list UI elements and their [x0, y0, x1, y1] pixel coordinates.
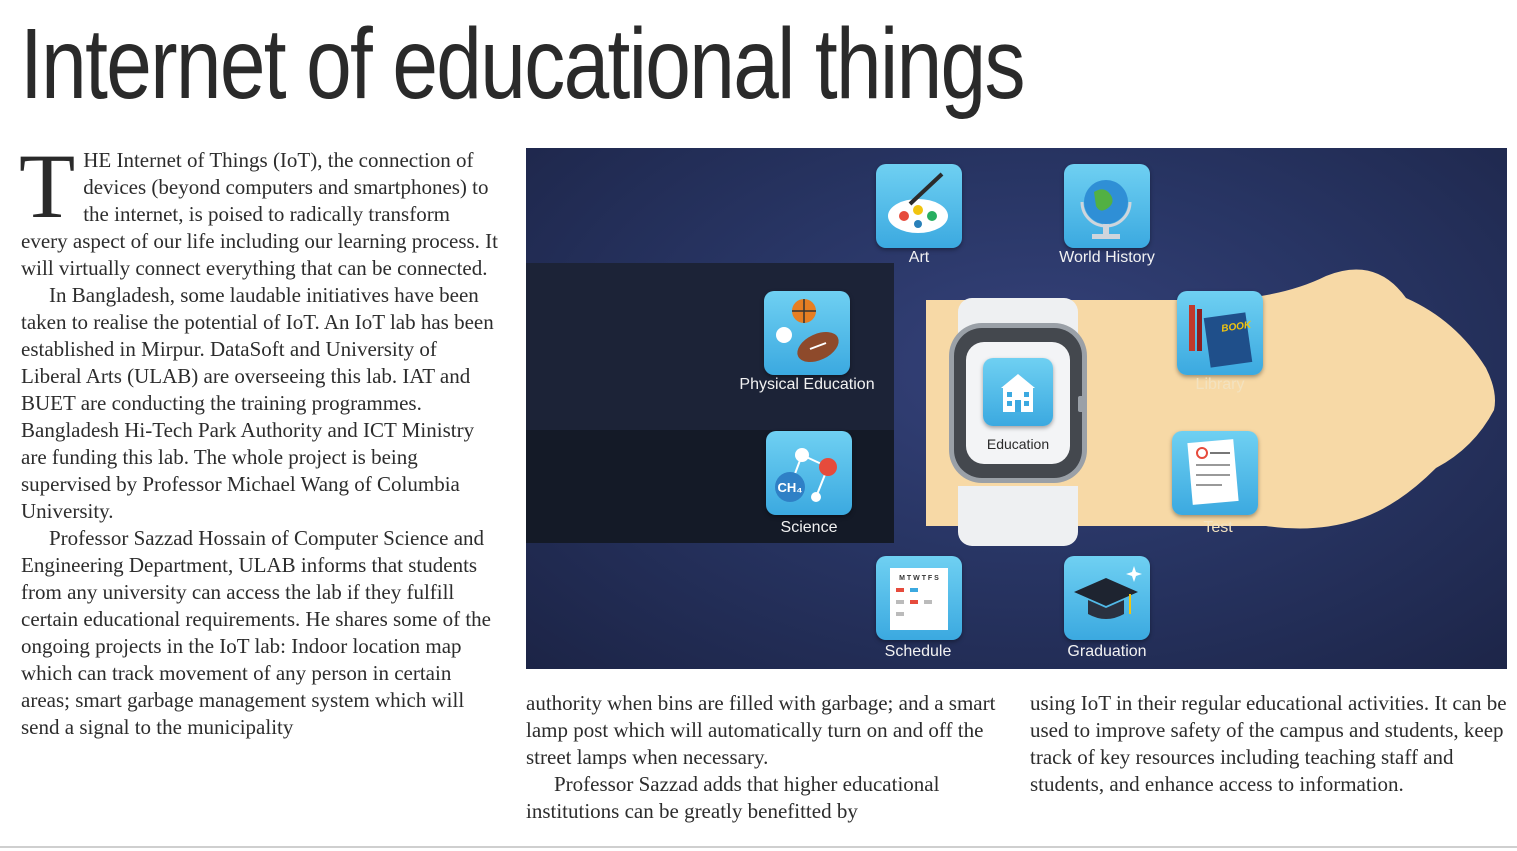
paragraph-5: Professor Sazzad adds that higher educational institutions can be greatly benefitted by	[526, 772, 940, 823]
library-icon	[1177, 291, 1263, 375]
watch-crown	[1078, 396, 1084, 412]
paragraph-3: Professor Sazzad Hossain of Computer Science and Engineering Department, ULAB informs that students from any university can access the lab if they fulfill certain educational requirements. He shares some of the ongoing projects in the IoT lab: Indoor location map which can track movement of any person in certain areas; smart garbage management system which will send a signal to the municipality	[21, 526, 491, 739]
schedule-label: Schedule	[884, 643, 952, 660]
education-label: Education	[986, 436, 1050, 452]
art-label: Art	[908, 249, 930, 266]
science-label: Science	[780, 519, 838, 536]
education-icon	[983, 358, 1053, 426]
article-column-1	[19, 135, 501, 741]
schedule-icon	[876, 556, 962, 640]
physical-education-label: Physical Education	[739, 376, 875, 393]
bottom-rule	[0, 846, 1517, 848]
book-text: BOOK	[1220, 319, 1252, 335]
graduation-label: Graduation	[1067, 643, 1147, 660]
paragraph-4: authority when bins are filled with garbage; and a smart lamp post which will automatically turn on and off the street lamps when necessary.	[526, 691, 996, 769]
drop-cap: T	[19, 135, 76, 237]
iot-education-illustration	[526, 148, 1507, 669]
article-column-2	[526, 690, 1008, 825]
paragraph-6: using IoT in their regular educational activities. It can be used to improve safety of the campus and students, keep track of key resources including teaching staff and students, and enhance access to information.	[1030, 691, 1507, 796]
world-history-label: World History	[1059, 249, 1155, 266]
headline: Internet of educational things	[20, 8, 1024, 120]
smartwatch-screen	[966, 342, 1070, 464]
test-icon	[1172, 431, 1258, 515]
test-label: Test	[1203, 519, 1233, 536]
article-column-3	[1030, 690, 1512, 798]
paragraph-1	[19, 135, 501, 282]
paragraph-2: In Bangladesh, some laudable initiatives have been taken to realise the potential of IoT. An IoT lab has been established in Mirpur. DataSoft and University of Liberal Arts (ULAB) are overseeing this lab. IAT and BUET are conducting the training programmes. Bangladesh Hi-Tech Park Authority and ICT Ministry are funding this lab. The whole project is being supervised by Professor Michael Wang of Columbia University.	[21, 283, 494, 523]
physical-education-icon	[764, 291, 850, 375]
library-label: Library	[1195, 376, 1245, 393]
world-history-icon	[1064, 164, 1150, 248]
art-icon	[876, 164, 962, 248]
science-icon	[766, 431, 852, 515]
smartwatch	[954, 328, 1082, 478]
watch-strap-bottom	[958, 486, 1078, 546]
schedule-days-text: M T W T F S	[899, 575, 939, 582]
ch4-text: CH₄	[777, 480, 803, 495]
graduation-icon	[1064, 556, 1150, 640]
paragraph-1-text: HE Internet of Things (IoT), the connection of devices (beyond computers and smartphones) to the internet, is poised to radically transform every aspect of our life including our learning process. It will virtually connect everything that can be connected.	[21, 148, 499, 280]
